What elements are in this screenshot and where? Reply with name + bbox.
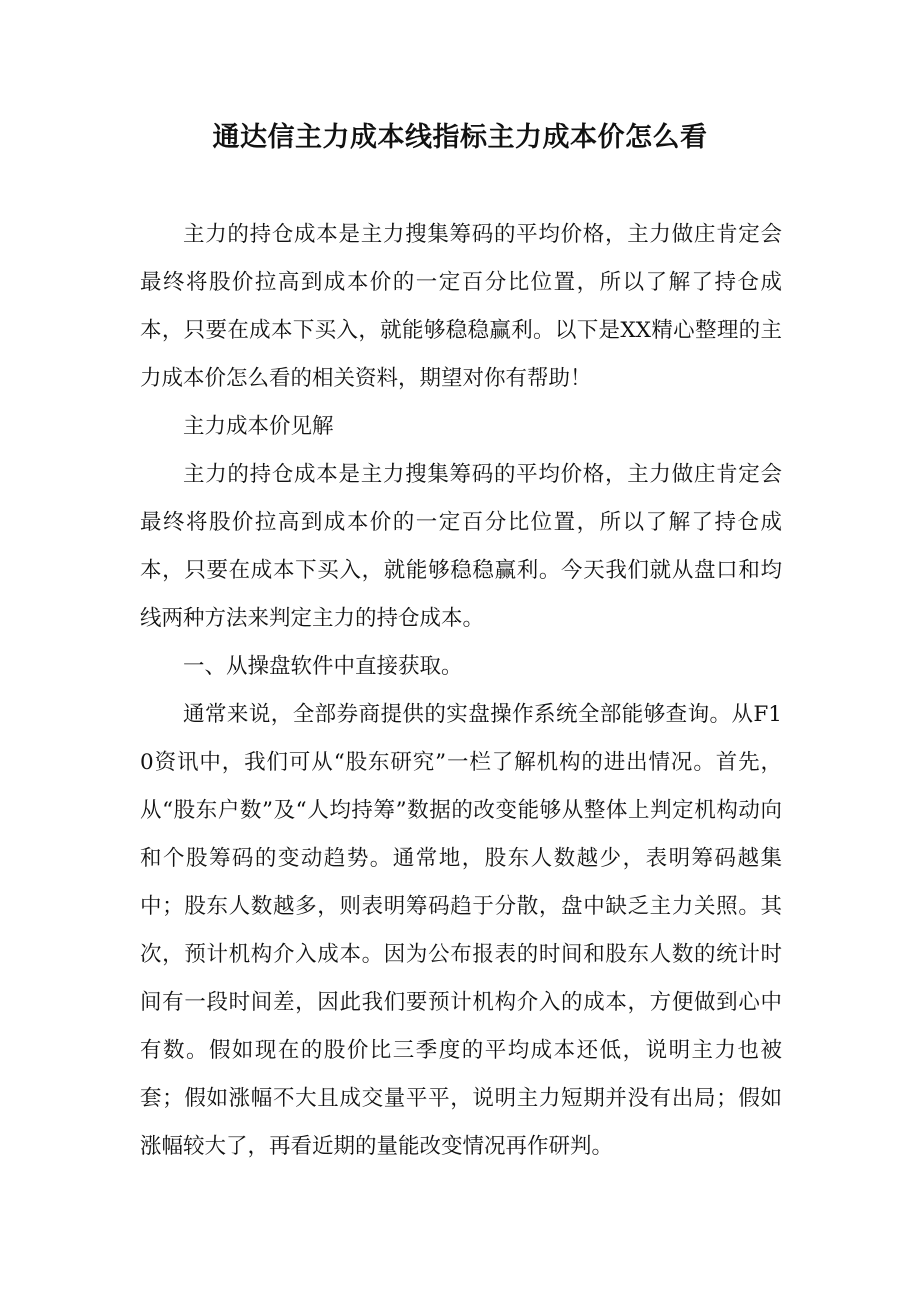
document-title: 通达信主力成本线指标主力成本价怎么看 [212,122,708,153]
section-heading-software: 一、从操盘软件中直接获取。 [183,654,463,679]
document-body [140,211,782,1171]
paragraph-cost-method: 主力的持仓成本是主力搜集筹码的平均价格，主力做庄肯定会最终将股价拉高到成本价的一定百分比位置，所以了解了持仓成本，只要在成本下买入，就能够稳稳赢利。今天我们就从盘口和均线两种方法来判定主力的持仓成本。 [140,462,782,631]
paragraph-intro: 主力的持仓成本是主力搜集筹码的平均价格，主力做庄肯定会最终将股价拉高到成本价的一定百分比位置，所以了解了持仓成本，只要在成本下买入，就能够稳稳赢利。以下是XX精心整理的主力成本价怎么看的相关资料，期望对你有帮助！ [140,222,782,391]
section-heading-cost-view: 主力成本价见解 [183,414,334,439]
paragraph-software-detail: 通常来说，全部券商提供的实盘操作系统全部能够查询。从F10资讯中，我们可从“股东研究”一栏了解机构的进出情况。首先，从“股东户数”及“人均持筹”数据的改变能够从整体上判定机构动向和个股筹码的变动趋势。通常地，股东人数越少，表明筹码越集中；股东人数越多，则表明筹码趋于分散，盘中缺乏主力关照。其次，预计机构介入成本。因为公布报表的时间和股东人数的统计时间有一段时间差，因此我们要预计机构介入的成本，方便做到心中有数。假如现在的股价比三季度的平均成本还低，说明主力也被套；假如涨幅不大且成交量平平，说明主力短期并没有出局；假如涨幅较大了，再看近期的量能改变情况再作研判。 [140,702,782,1159]
